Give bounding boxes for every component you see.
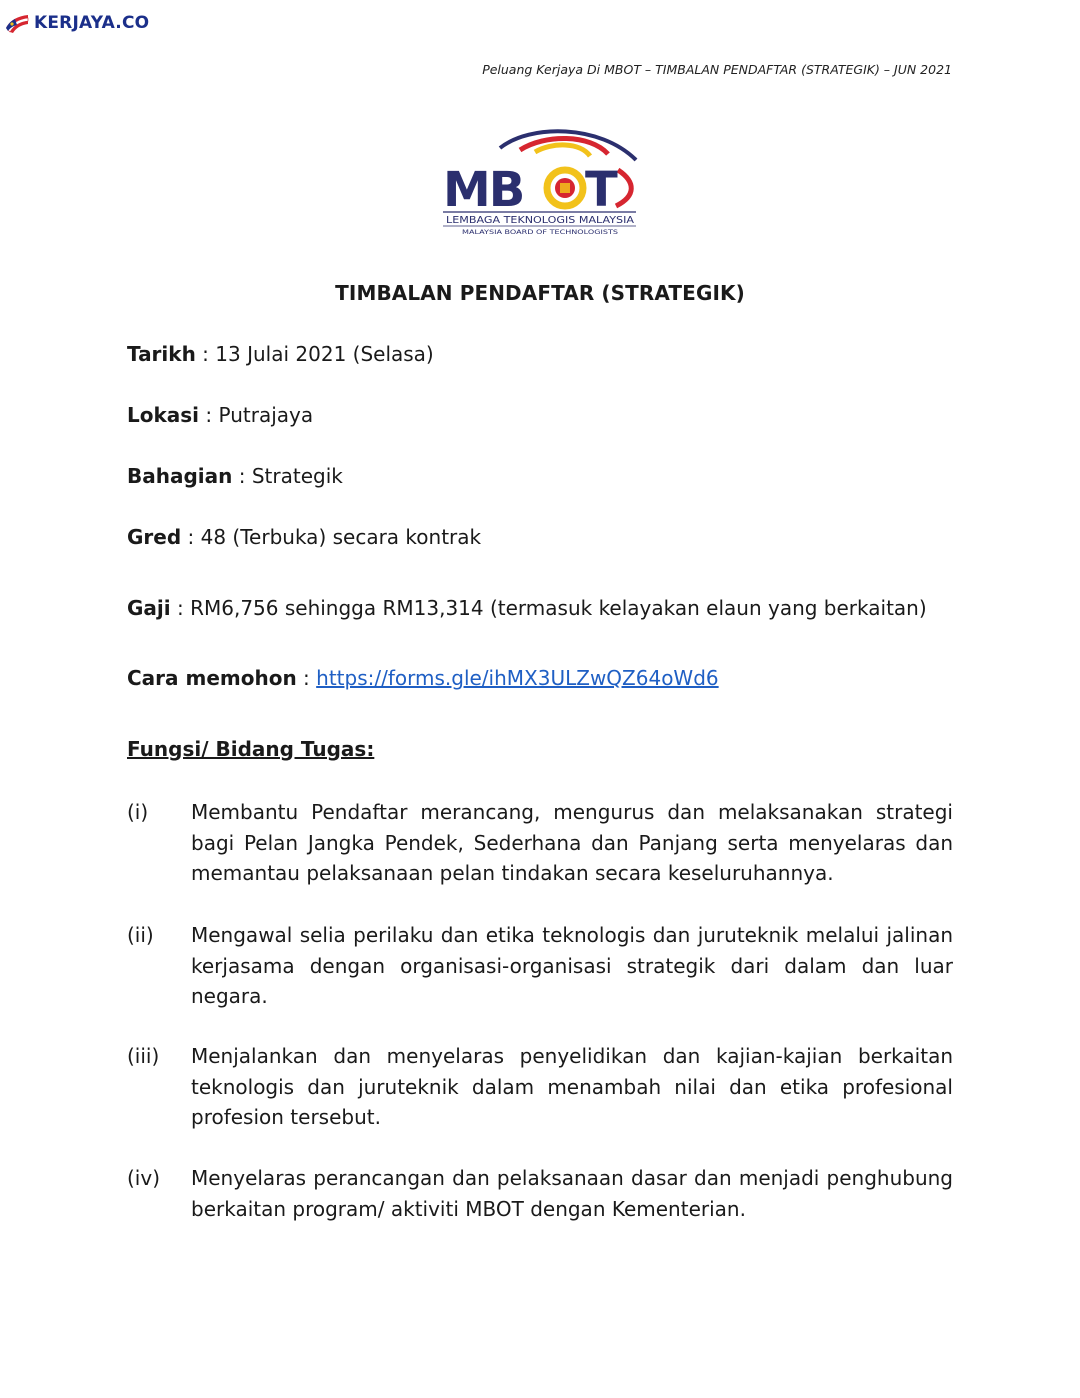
logo-arc-red [616, 170, 631, 206]
field-tarikh-label: Tarikh [127, 342, 196, 366]
duty-text: Menyelaras perancangan dan pelaksanaan dasar dan menjadi penghubung berkaitan program/ aktiviti MBOT dengan Kementerian. [191, 1166, 953, 1221]
field-gred: Gred : 48 (Terbuka) secara kontrak [127, 525, 482, 549]
document-title: TIMBALAN PENDAFTAR (STRATEGIK) [335, 281, 745, 305]
application-form-link[interactable]: https://forms.gle/ihMX3ULZwQZ64oWd6 [316, 666, 719, 690]
logo-wordmark-mb: MB [443, 162, 524, 218]
field-gred-value: 48 (Terbuka) secara kontrak [200, 525, 482, 549]
field-gaji-value: RM6,756 sehingga RM13,314 (termasuk kelayakan elaun yang berkaitan) [190, 596, 927, 620]
duty-item [127, 1163, 953, 1224]
field-tarikh: Tarikh : 13 Julai 2021 (Selasa) [127, 342, 434, 366]
duty-item [127, 1041, 953, 1133]
duty-text: Mengawal selia perilaku dan etika teknologis dan juruteknik melalui jalinan kerjasama dengan organisasi-organisasi strategik dari dalam dan luar negara. [191, 923, 953, 1008]
malaysia-flag-icon [4, 12, 30, 34]
field-lokasi-label: Lokasi [127, 403, 200, 427]
field-lokasi: Lokasi : Putrajaya [127, 403, 314, 427]
field-bahagian: Bahagian : Strategik [127, 464, 343, 488]
watermark-text: KERJAYA.CO [34, 13, 150, 33]
mbot-logo [440, 126, 640, 238]
logo-wordmark-t: T [585, 162, 618, 218]
duty-number: (iii) [127, 1044, 160, 1068]
duties-heading: Fungsi/ Bidang Tugas: [127, 737, 375, 761]
logo-caption-2: MALAYSIA BOARD OF TECHNOLOGISTS [462, 229, 619, 236]
field-gaji: Gaji : RM6,756 sehingga RM13,314 (termasuk kelayakan elaun yang berkaitan) [127, 596, 927, 620]
duty-item [127, 797, 953, 889]
field-lokasi-value: Putrajaya [218, 403, 314, 427]
field-cara-memohon: Cara memohon : https://forms.gle/ihMX3ULZwQZ64oWd6 [127, 666, 719, 690]
field-gaji-label: Gaji [127, 596, 171, 620]
duty-number: (ii) [127, 923, 154, 947]
logo-swoosh-yellow [535, 145, 590, 156]
logo-caption-1: LEMBAGA TEKNOLOGIS MALAYSIA [446, 215, 635, 226]
kerjaya-watermark [4, 12, 149, 34]
field-tarikh-value: 13 Julai 2021 (Selasa) [215, 342, 434, 366]
duty-text: Menjalankan dan menyelaras penyelidikan dan kajian-kajian berkaitan teknologis dan juruteknik dalam menambah nilai dan etika profesional profesion tersebut. [191, 1044, 953, 1129]
duty-text: Membantu Pendaftar merancang, mengurus dan melaksanakan strategi bagi Pelan Jangka Pendek, Sederhana dan Panjang serta menyelaras dan memantau pelaksanaan pelan tindakan secara keseluruhannya. [191, 800, 953, 885]
field-bahagian-value: Strategik [251, 464, 343, 488]
duty-number: (i) [127, 800, 149, 824]
field-cara-label: Cara memohon [127, 666, 297, 690]
field-gred-label: Gred [127, 525, 182, 549]
duty-item [127, 920, 953, 1012]
field-bahagian-label: Bahagian [127, 464, 233, 488]
duty-number: (iv) [127, 1166, 160, 1190]
running-header: Peluang Kerjaya Di MBOT – TIMBALAN PENDAFTAR (STRATEGIK) – JUN 2021 [482, 62, 952, 77]
